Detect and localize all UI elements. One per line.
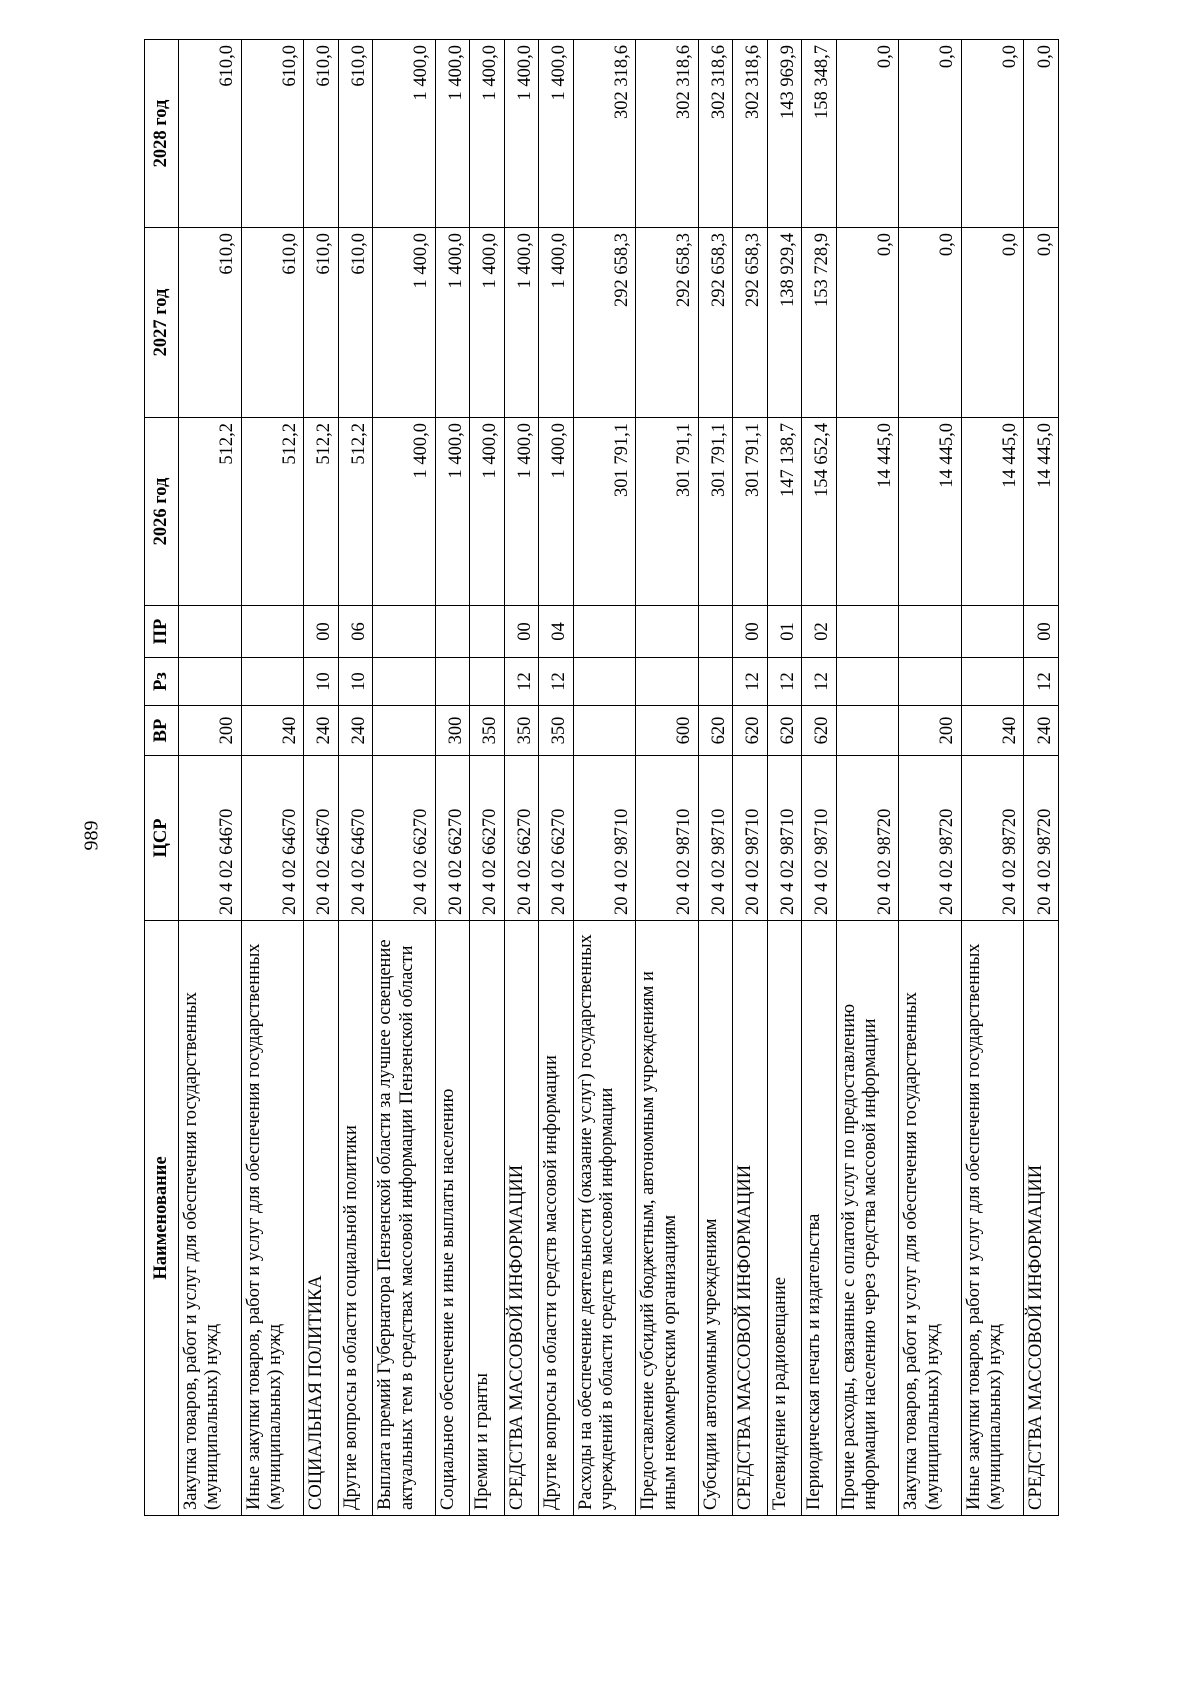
row-2027: 292 658,3 [733, 228, 768, 418]
row-2027: 1 400,0 [435, 228, 470, 418]
row-vr: 200 [179, 706, 242, 756]
table-row [836, 40, 899, 1516]
row-csr: 20 4 02 64670 [241, 756, 304, 921]
row-pr [435, 606, 470, 658]
row-2028: 143 969,9 [767, 40, 802, 228]
row-2026: 1 400,0 [539, 418, 574, 606]
row-pr [373, 606, 436, 658]
row-rz: 12 [802, 658, 837, 706]
table-row [767, 40, 802, 1516]
row-name: СОЦИАЛЬНАЯ ПОЛИТИКА [304, 921, 339, 1516]
row-rz [836, 658, 899, 706]
row-rz [698, 658, 733, 706]
row-name: СРЕДСТВА МАССОВОЙ ИНФОРМАЦИИ [1024, 921, 1059, 1516]
row-vr: 200 [899, 706, 962, 756]
row-name: Закупка товаров, работ и услуг для обеспечения государственных (муниципальных) нужд [899, 921, 962, 1516]
row-rz [470, 658, 505, 706]
row-vr: 350 [470, 706, 505, 756]
row-2028: 0,0 [836, 40, 899, 228]
header-2026: 2026 год [145, 418, 179, 606]
row-2028: 0,0 [899, 40, 962, 228]
row-vr: 240 [304, 706, 339, 756]
header-csr: ЦСР [145, 756, 179, 921]
row-2026: 1 400,0 [435, 418, 470, 606]
row-name: Иные закупки товаров, работ и услуг для обеспечения государственных (муниципальных) нужд [961, 921, 1024, 1516]
row-rz: 12 [733, 658, 768, 706]
row-name: Другие вопросы в области средств массовой информации [539, 921, 574, 1516]
row-vr: 240 [241, 706, 304, 756]
row-csr: 20 4 02 66270 [373, 756, 436, 921]
row-vr: 620 [802, 706, 837, 756]
row-vr [373, 706, 436, 756]
row-2028: 1 400,0 [470, 40, 505, 228]
table-row [539, 40, 574, 1516]
row-2026: 14 445,0 [961, 418, 1024, 606]
row-2027: 138 929,4 [767, 228, 802, 418]
row-rz: 10 [304, 658, 339, 706]
row-vr: 300 [435, 706, 470, 756]
row-2027: 610,0 [338, 228, 373, 418]
row-2028: 610,0 [338, 40, 373, 228]
row-pr [899, 606, 962, 658]
row-csr: 20 4 02 66270 [435, 756, 470, 921]
row-csr: 20 4 02 64670 [179, 756, 242, 921]
row-rz: 12 [1024, 658, 1059, 706]
row-2026: 512,2 [304, 418, 339, 606]
row-2027: 610,0 [241, 228, 304, 418]
header-2028: 2028 год [145, 40, 179, 228]
row-2028: 302 318,6 [573, 40, 636, 228]
row-csr: 20 4 02 98710 [698, 756, 733, 921]
row-csr: 20 4 02 98710 [767, 756, 802, 921]
row-2028: 1 400,0 [504, 40, 539, 228]
table-row [961, 40, 1024, 1516]
row-name: Периодическая печать и издательства [802, 921, 837, 1516]
table-row [470, 40, 505, 1516]
row-2026: 301 791,1 [636, 418, 699, 606]
row-vr: 240 [961, 706, 1024, 756]
table-header-row [145, 40, 179, 1516]
row-pr: 00 [504, 606, 539, 658]
row-csr: 20 4 02 98720 [836, 756, 899, 921]
row-2027: 0,0 [961, 228, 1024, 418]
row-2028: 0,0 [1024, 40, 1059, 228]
table-row [241, 40, 304, 1516]
row-2026: 301 791,1 [698, 418, 733, 606]
table-row [304, 40, 339, 1516]
row-2027: 0,0 [1024, 228, 1059, 418]
row-pr: 00 [1024, 606, 1059, 658]
row-2028: 158 348,7 [802, 40, 837, 228]
table-row [698, 40, 733, 1516]
row-vr: 350 [539, 706, 574, 756]
table-row [636, 40, 699, 1516]
table-row [338, 40, 373, 1516]
row-name: Другие вопросы в области социальной политики [338, 921, 373, 1516]
row-rz [899, 658, 962, 706]
row-pr [836, 606, 899, 658]
row-name: Субсидии автономным учреждениям [698, 921, 733, 1516]
row-2026: 1 400,0 [504, 418, 539, 606]
row-pr [241, 606, 304, 658]
row-2026: 154 652,4 [802, 418, 837, 606]
row-name: Премии и гранты [470, 921, 505, 1516]
row-pr [961, 606, 1024, 658]
row-csr: 20 4 02 98710 [573, 756, 636, 921]
row-vr: 240 [1024, 706, 1059, 756]
row-csr: 20 4 02 98720 [899, 756, 962, 921]
row-2027: 1 400,0 [539, 228, 574, 418]
row-2027: 292 658,3 [636, 228, 699, 418]
row-2026: 301 791,1 [733, 418, 768, 606]
rotated-table-container [144, 40, 1059, 1516]
row-2027: 0,0 [899, 228, 962, 418]
row-2027: 292 658,3 [573, 228, 636, 418]
row-2026: 512,2 [338, 418, 373, 606]
row-2028: 1 400,0 [373, 40, 436, 228]
row-csr: 20 4 02 98720 [961, 756, 1024, 921]
row-csr: 20 4 02 66270 [470, 756, 505, 921]
row-2028: 302 318,6 [698, 40, 733, 228]
row-vr: 350 [504, 706, 539, 756]
row-csr: 20 4 02 64670 [304, 756, 339, 921]
row-2027: 0,0 [836, 228, 899, 418]
row-vr [836, 706, 899, 756]
row-csr: 20 4 02 64670 [338, 756, 373, 921]
row-name: СРЕДСТВА МАССОВОЙ ИНФОРМАЦИИ [733, 921, 768, 1516]
row-pr [179, 606, 242, 658]
table-row [373, 40, 436, 1516]
header-pr: ПР [145, 606, 179, 658]
row-2026: 14 445,0 [1024, 418, 1059, 606]
row-2027: 153 728,9 [802, 228, 837, 418]
row-csr: 20 4 02 98710 [733, 756, 768, 921]
row-rz: 12 [767, 658, 802, 706]
row-rz [179, 658, 242, 706]
row-name: Закупка товаров, работ и услуг для обеспечения государственных (муниципальных) нужд [179, 921, 242, 1516]
row-2028: 610,0 [179, 40, 242, 228]
table-row [1024, 40, 1059, 1516]
row-pr: 01 [767, 606, 802, 658]
row-vr: 620 [733, 706, 768, 756]
row-2028: 302 318,6 [636, 40, 699, 228]
row-rz [373, 658, 436, 706]
row-name: Прочие расходы, связанные с оплатой услуг по предоставлению информации населению через средства массовой информации [836, 921, 899, 1516]
row-rz [241, 658, 304, 706]
row-csr: 20 4 02 66270 [539, 756, 574, 921]
row-rz [636, 658, 699, 706]
row-2026: 512,2 [241, 418, 304, 606]
header-2027: 2027 год [145, 228, 179, 418]
row-2026: 14 445,0 [836, 418, 899, 606]
budget-table [144, 39, 1059, 1516]
row-2027: 1 400,0 [504, 228, 539, 418]
row-csr: 20 4 02 66270 [504, 756, 539, 921]
row-csr: 20 4 02 98710 [802, 756, 837, 921]
row-name: Предоставление субсидий бюджетным, автономным учреждениям и иным некоммерческим организациям [636, 921, 699, 1516]
row-2026: 1 400,0 [470, 418, 505, 606]
table-row [802, 40, 837, 1516]
row-pr [470, 606, 505, 658]
row-2027: 1 400,0 [373, 228, 436, 418]
row-pr: 00 [304, 606, 339, 658]
row-pr: 02 [802, 606, 837, 658]
row-name: Иные закупки товаров, работ и услуг для обеспечения государственных (муниципальных) нужд [241, 921, 304, 1516]
table-row [179, 40, 242, 1516]
row-name: Телевидение и радиовещание [767, 921, 802, 1516]
row-pr: 04 [539, 606, 574, 658]
table-row [573, 40, 636, 1516]
table-row [504, 40, 539, 1516]
row-name: Социальное обеспечение и иные выплаты населению [435, 921, 470, 1516]
row-vr: 600 [636, 706, 699, 756]
page-number: 989 [80, 820, 103, 851]
row-vr: 620 [698, 706, 733, 756]
row-name: Расходы на обеспечение деятельности (оказание услуг) государственных учреждений в области средств массовой информации [573, 921, 636, 1516]
row-pr [573, 606, 636, 658]
row-name: Выплата премий Губернатора Пензенской области за лучшее освещение актуальных тем в средствах массовой информации Пензенской области [373, 921, 436, 1516]
row-pr [636, 606, 699, 658]
row-rz [573, 658, 636, 706]
row-vr: 240 [338, 706, 373, 756]
row-2028: 0,0 [961, 40, 1024, 228]
row-2027: 292 658,3 [698, 228, 733, 418]
table-row [899, 40, 962, 1516]
row-pr [698, 606, 733, 658]
row-2026: 14 445,0 [899, 418, 962, 606]
row-2027: 610,0 [304, 228, 339, 418]
header-name: Наименование [145, 921, 179, 1516]
row-pr: 00 [733, 606, 768, 658]
row-2026: 147 138,7 [767, 418, 802, 606]
row-2027: 610,0 [179, 228, 242, 418]
row-2027: 1 400,0 [470, 228, 505, 418]
row-rz: 12 [539, 658, 574, 706]
row-2026: 512,2 [179, 418, 242, 606]
row-2026: 1 400,0 [373, 418, 436, 606]
table-row [733, 40, 768, 1516]
row-2028: 1 400,0 [539, 40, 574, 228]
row-vr: 620 [767, 706, 802, 756]
row-2028: 610,0 [241, 40, 304, 228]
row-2028: 1 400,0 [435, 40, 470, 228]
row-2026: 301 791,1 [573, 418, 636, 606]
row-pr: 06 [338, 606, 373, 658]
row-rz: 12 [504, 658, 539, 706]
row-csr: 20 4 02 98720 [1024, 756, 1059, 921]
row-rz [961, 658, 1024, 706]
table-row [435, 40, 470, 1516]
row-rz: 10 [338, 658, 373, 706]
row-name: СРЕДСТВА МАССОВОЙ ИНФОРМАЦИИ [504, 921, 539, 1516]
header-vr: ВР [145, 706, 179, 756]
row-rz [435, 658, 470, 706]
header-rz: Рз [145, 658, 179, 706]
row-vr [573, 706, 636, 756]
row-2028: 610,0 [304, 40, 339, 228]
row-csr: 20 4 02 98710 [636, 756, 699, 921]
row-2028: 302 318,6 [733, 40, 768, 228]
